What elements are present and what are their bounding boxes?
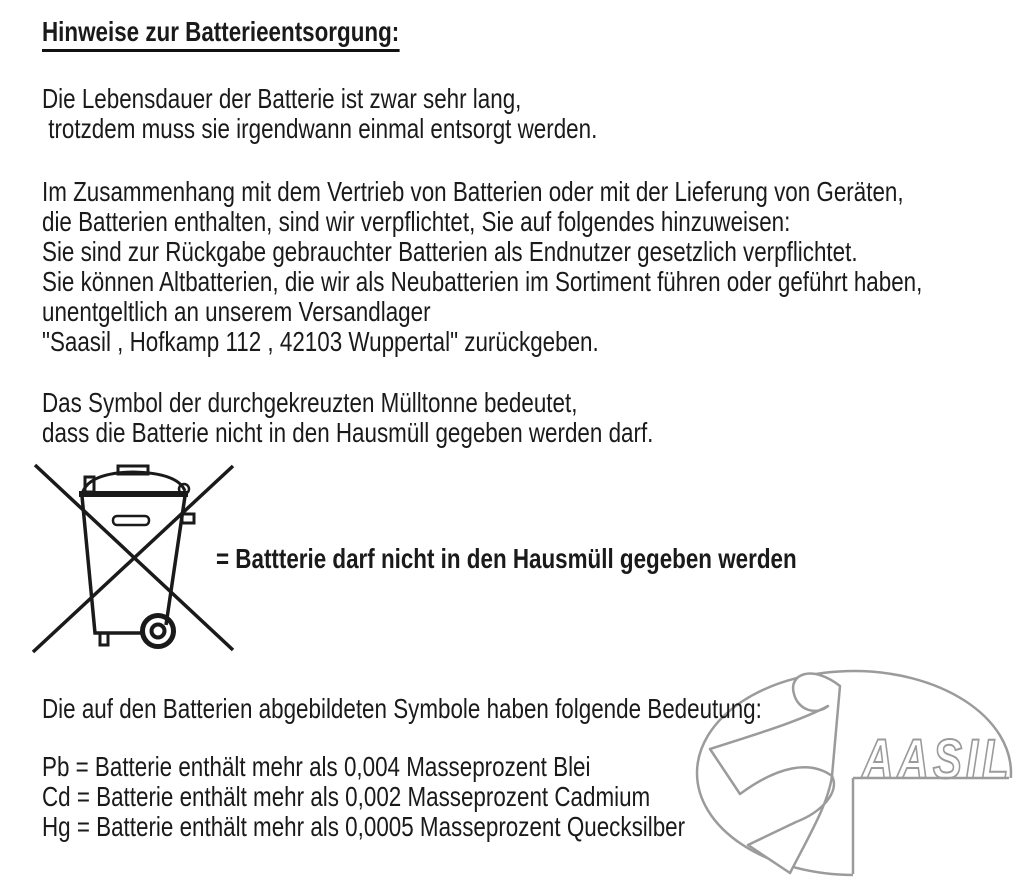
bin-caption-block bbox=[216, 544, 797, 574]
text-line: Die Lebensdauer der Batterie ist zwar sehr lang, bbox=[42, 83, 522, 114]
bin-caption: = Battterie darf nicht in den Hausmüll gegeben werden bbox=[216, 543, 797, 574]
legend-line-hg: Hg = Batterie enthält mehr als 0,0005 Masseprozent Quecksilber bbox=[42, 811, 686, 842]
crossed-out-trash-bin-svg bbox=[30, 458, 240, 658]
bin-side-tab bbox=[182, 514, 194, 523]
paragraph-symbols-intro bbox=[42, 694, 762, 724]
symbol-legend bbox=[42, 752, 685, 842]
paragraph-battery-lifespan bbox=[42, 84, 597, 144]
text-line: Sie können Altbatterien, die wir als Neubatterien im Sortiment führen oder geführt haben, bbox=[42, 266, 923, 297]
text-line: unentgeltlich an unserem Versandlager bbox=[42, 296, 431, 327]
bin-slot bbox=[113, 516, 149, 525]
text-line-return-address: "Saasil , Hofkamp 112 , 42103 Wuppertal" zurückgeben. bbox=[42, 326, 599, 357]
bin-wheel bbox=[143, 616, 174, 647]
crossed-out-trash-bin-icon bbox=[30, 458, 240, 658]
paragraph-return-obligation bbox=[42, 177, 922, 357]
text-line: dass die Batterie nicht in den Hausmüll gegeben werden darf. bbox=[42, 417, 654, 448]
text-line: Sie sind zur Rückgabe gebrauchter Batterien als Endnutzer gesetzlich verpflichtet. bbox=[42, 236, 858, 267]
logo-notch-mask bbox=[853, 778, 1016, 880]
text-line: die Batterien enthalten, sind wir verpflichtet, Sie auf folgendes hinzuweisen: bbox=[42, 206, 791, 237]
bin-handle bbox=[118, 466, 148, 474]
page-title: Hinweise zur Batterieentsorgung: bbox=[42, 15, 399, 52]
paragraph-bin-symbol-meaning bbox=[42, 388, 653, 448]
text-line: Die auf den Batterien abgebildeten Symbole haben folgende Bedeutung: bbox=[42, 693, 762, 724]
bin-foot bbox=[100, 633, 108, 645]
legend-line-cd: Cd = Batterie enthält mehr als 0,002 Masseprozent Cadmium bbox=[42, 781, 651, 812]
logo-letters: AASIL bbox=[862, 727, 1013, 791]
text-line: Das Symbol der durchgekreuzten Mülltonne bedeutet, bbox=[42, 387, 578, 418]
text-line: Im Zusammenhang mit dem Vertrieb von Batterien oder mit der Lieferung von Geräten, bbox=[42, 176, 904, 207]
legend-line-pb: Pb = Batterie enthält mehr als 0,004 Masseprozent Blei bbox=[42, 751, 591, 782]
text-line: trotzdem muss sie irgendwann einmal entsorgt werden. bbox=[42, 113, 598, 144]
page-title-block bbox=[42, 15, 399, 52]
